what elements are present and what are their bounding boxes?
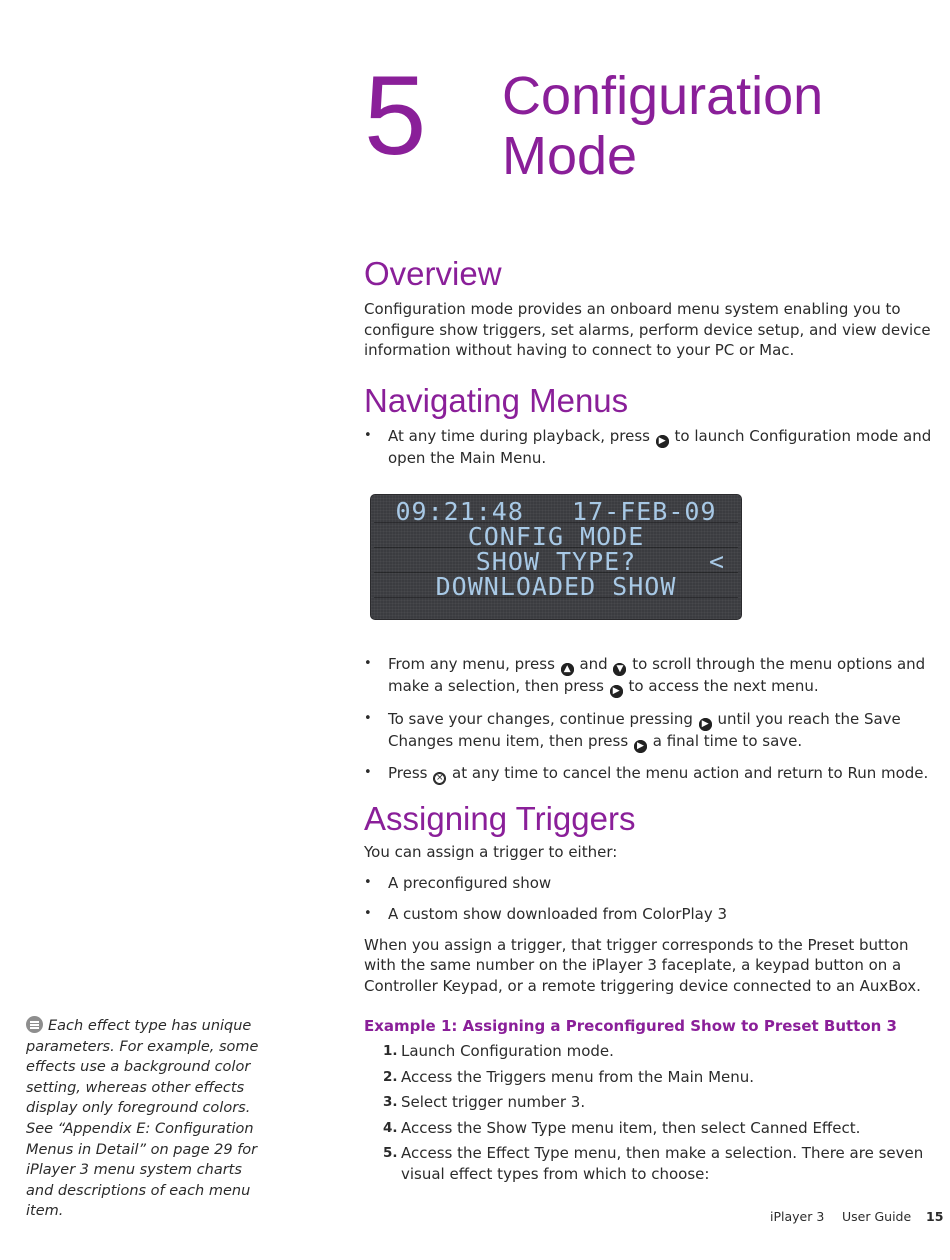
step-item [364,1143,944,1184]
bullet-text: to scroll through the menu options and make a selection, then press [388,655,926,695]
bullet-dot: • [364,656,372,671]
bullet-text: at any time to cancel the menu action and return to Run mode. [452,764,929,782]
bullet-text: A custom show downloaded from ColorPlay 3 [388,904,728,923]
bullet-text: until you reach the Save Changes menu item, then press [388,709,901,750]
triggers-text: When you assign a trigger, that trigger corresponds to the Preset button with the same number on the iPlayer 3 faceplate, a keypad button on a Controller Keypad, or a remote triggering device connected to an AuxBox. [364,935,921,995]
bullet-text: a final time to save. [652,731,803,750]
chapter-title-line2: Mode [502,126,638,186]
bullet-dot: • [364,427,372,443]
example-heading: Example 1: Assigning a Preconfigured Show to Preset Button 3 [364,1017,897,1035]
step-item [364,1092,944,1113]
step-number: 5. [383,1145,398,1161]
lcd-display [371,495,741,619]
step-text: Access the Show Type menu item, then select Canned Effect. [401,1118,861,1137]
bullet-text: to access the next menu. [628,677,819,695]
chapter-title [502,66,942,186]
overview-heading: Overview [364,255,502,292]
bullet-text: From any menu, press [388,655,555,673]
right-arrow-button-icon: ▶ [699,718,712,731]
cancel-button-icon: × [433,772,446,785]
step-item [364,1118,944,1139]
sidenote [26,1016,262,1222]
lcd-line-mode: CONFIG MODE [467,522,645,551]
right-arrow-button-icon: ▶ [656,435,669,448]
step-number: 1. [383,1043,398,1059]
step-item [364,1041,944,1062]
list-item [364,709,944,753]
example-steps [364,1041,944,1184]
bullet-text: to launch Configuration mode and open the Main Menu. [388,426,932,467]
bullet-text: A preconfigured show [388,873,552,892]
overview-text: Configuration mode provides an onboard menu system enabling you to configure show triggers, set alarms, perform device setup, and view device information without having to connect to your PC or Mac. [364,300,931,359]
sidenote-text: Each effect type has unique parameters. For example, some effects use a background color setting, whereas other effects display only foreground colors. See “Appendix E: Configuration Menus in Detail” on page 29 for iPlayer 3 menu system charts and descriptions of each menu item. [26,1018,259,1220]
list-item [364,763,944,785]
lcd-line-time-date: 09:21:48 17-FEB-09 [395,497,717,526]
footer-doc-title: User Guide [842,1209,912,1224]
bullet-dot: • [364,874,372,890]
step-number: 4. [383,1119,398,1136]
bullet-text: Press [388,764,428,782]
list-item [364,426,944,469]
main-content [364,254,944,1189]
bullet-dot: • [364,765,372,780]
navigating-heading: Navigating Menus [364,381,629,419]
bullet-text: At any time during playback, press [388,426,650,445]
bullet-dot: • [364,710,372,726]
lcd-line-value: DOWNLOADED SHOW [435,572,677,601]
list-item [364,873,944,894]
lcd-cursor: < [708,547,725,576]
step-item [364,1067,944,1088]
triggers-heading: Assigning Triggers [364,800,636,837]
bullet-dot: • [364,905,372,921]
bullet-text: To save your changes, continue pressing [388,709,693,728]
chapter-title-line1: Configuration [502,66,824,126]
footer-product: iPlayer 3 [770,1209,825,1224]
lcd-line-menu: SHOW TYPE? [475,547,637,576]
step-text: Select trigger number 3. [401,1093,586,1111]
page-number: 15 [926,1209,944,1224]
step-text: Launch Configuration mode. [401,1042,614,1060]
navigating-bullets-2 [364,654,944,785]
step-text: Access the Triggers menu from the Main Menu. [401,1067,755,1086]
bullet-text: and [579,655,608,673]
triggers-intro: You can assign a trigger to either: [364,843,618,861]
navigating-bullets-1 [364,426,944,469]
right-arrow-button-icon: ▶ [634,740,647,753]
up-arrow-button-icon: ▲ [561,663,574,676]
note-icon [26,1016,43,1033]
chapter-number: 5 [364,53,427,178]
step-text: Access the Effect Type menu, then make a selection. There are seven visual effect types from which to choose: [401,1144,924,1183]
triggers-options [364,873,944,925]
list-item [364,654,944,698]
step-number: 3. [383,1094,398,1110]
down-arrow-button-icon: ▼ [613,663,626,676]
right-arrow-button-icon: ▶ [610,685,623,698]
list-item [364,904,944,925]
step-number: 2. [383,1068,398,1085]
